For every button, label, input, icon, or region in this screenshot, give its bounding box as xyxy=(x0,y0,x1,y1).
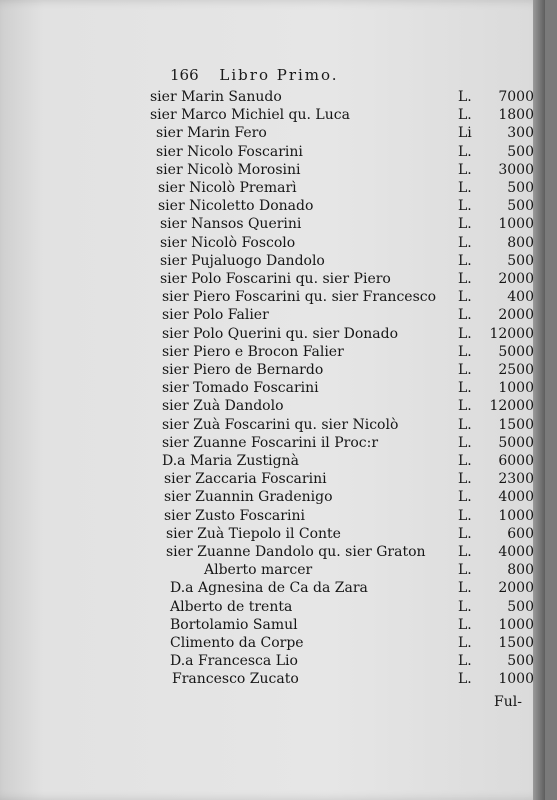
entry-name: sier Piero de Bernardo xyxy=(162,362,324,378)
entry-currency: L. xyxy=(458,161,472,178)
entry-row xyxy=(0,215,545,233)
entry-currency: L. xyxy=(458,453,472,469)
entry-name: sier Nicolo Foscarini xyxy=(156,143,303,160)
entry-currency: L. xyxy=(458,380,472,397)
entry-currency: L. xyxy=(458,653,472,670)
entry-row xyxy=(0,616,545,634)
entry-name: sier Piero Foscarini qu. sier Francesco xyxy=(162,289,437,306)
entry-amount: 12000 xyxy=(489,325,534,342)
entry-currency: L. xyxy=(458,289,472,306)
entry-currency: L. xyxy=(458,343,472,360)
entry-name: Alberto marcer xyxy=(204,562,313,579)
entry-amount: 2000 xyxy=(498,271,534,287)
entry-currency: L. xyxy=(458,471,472,488)
entry-amount: 500 xyxy=(507,598,534,615)
entry-currency: L. xyxy=(458,252,472,269)
entry-name: sier Marco Michiel qu. Luca xyxy=(150,107,350,124)
entry-name: sier Nicolò Premarì xyxy=(158,180,297,196)
entry-amount: 500 xyxy=(507,180,534,196)
entry-name: sier Polo Falier xyxy=(162,307,269,324)
entry-row xyxy=(0,561,545,579)
entry-name: D.a Francesca Lio xyxy=(170,653,298,670)
entry-amount: 800 xyxy=(507,234,534,251)
entry-row xyxy=(0,252,545,270)
entry-currency: L. xyxy=(458,362,472,378)
entry-currency: L. xyxy=(458,198,472,215)
entry-name: Climento da Corpe xyxy=(170,635,304,651)
catchword: Ful- xyxy=(494,694,522,710)
entry-currency: L. xyxy=(458,216,472,233)
entry-amount: 1000 xyxy=(498,616,534,633)
entry-name: sier Zusto Foscarini xyxy=(164,507,305,524)
entry-currency: L. xyxy=(458,635,472,651)
entry-row xyxy=(0,325,545,343)
entry-row xyxy=(0,197,545,215)
entry-currency: L. xyxy=(458,325,472,342)
entry-name: sier Nansos Querini xyxy=(160,216,302,233)
entry-row xyxy=(0,234,545,252)
entry-row xyxy=(0,270,545,288)
entry-name: sier Polo Foscarini qu. sier Piero xyxy=(160,271,391,287)
entry-amount: 500 xyxy=(507,198,534,215)
entry-currency: L. xyxy=(458,434,472,451)
entry-amount: 2000 xyxy=(498,580,534,597)
entry-row xyxy=(0,397,545,415)
entry-amount: 2000 xyxy=(498,307,534,324)
entry-currency: L. xyxy=(458,180,472,196)
entry-row xyxy=(0,88,545,106)
entry-amount: 1000 xyxy=(498,671,534,688)
entry-currency: L. xyxy=(458,89,472,105)
entry-amount: 4000 xyxy=(498,544,534,560)
entry-name: sier Zuanne Dandolo qu. sier Graton xyxy=(166,544,426,560)
entry-amount: 500 xyxy=(507,143,534,160)
entry-currency: L. xyxy=(458,671,472,688)
entry-amount: 400 xyxy=(507,289,534,306)
entry-name: sier Zuanne Foscarini il Proc:r xyxy=(162,434,379,451)
entry-amount: 1500 xyxy=(498,635,534,651)
running-header xyxy=(170,66,430,84)
entry-currency: L. xyxy=(458,271,472,287)
entry-amount: 300 xyxy=(507,125,534,142)
entry-row xyxy=(0,634,545,652)
entry-row xyxy=(0,288,545,306)
entry-name: sier Nicolò Morosini xyxy=(156,161,301,178)
entry-amount: 1000 xyxy=(498,507,534,524)
entry-name: sier Zuannin Gradenigo xyxy=(164,489,333,506)
entry-name: Bortolamio Samul xyxy=(170,616,298,633)
entry-name: D.a Agnesina de Ca da Zara xyxy=(170,580,368,597)
entry-name: sier Marin Sanudo xyxy=(150,89,282,105)
entry-row xyxy=(0,161,545,179)
entry-currency: L. xyxy=(458,580,472,597)
entry-currency: L. xyxy=(458,489,472,506)
entry-row xyxy=(0,598,545,616)
entry-currency: L. xyxy=(458,544,472,560)
entry-amount: 5000 xyxy=(498,434,534,451)
entry-amount: 800 xyxy=(507,562,534,579)
entry-currency: L. xyxy=(458,398,472,415)
entry-amount: 2300 xyxy=(498,471,534,488)
entry-currency: L. xyxy=(458,107,472,124)
entry-amount: 1000 xyxy=(498,380,534,397)
entry-amount: 7000 xyxy=(498,89,534,105)
entry-row xyxy=(0,470,545,488)
page-title: Libro Primo. xyxy=(219,66,339,84)
entry-row xyxy=(0,306,545,324)
entry-currency: L. xyxy=(458,598,472,615)
entry-currency: Li xyxy=(458,125,472,142)
entry-amount: 3000 xyxy=(498,161,534,178)
entry-row xyxy=(0,361,545,379)
entry-amount: 500 xyxy=(507,252,534,269)
entry-currency: L. xyxy=(458,307,472,324)
entry-row xyxy=(0,507,545,525)
entry-row xyxy=(0,579,545,597)
entry-amount: 600 xyxy=(507,525,534,542)
entry-amount: 6000 xyxy=(498,453,534,469)
entry-name: D.a Maria Zustignà xyxy=(162,453,299,469)
entry-row xyxy=(0,434,545,452)
entry-name: sier Zuà Tiepolo il Conte xyxy=(166,525,341,542)
entry-currency: L. xyxy=(458,525,472,542)
entry-currency: L. xyxy=(458,234,472,251)
entry-name: sier Nicoletto Donado xyxy=(158,198,314,215)
entry-name: sier Marin Fero xyxy=(156,125,267,142)
entry-name: sier Polo Querini qu. sier Donado xyxy=(162,325,398,342)
entry-row xyxy=(0,179,545,197)
entry-row xyxy=(0,488,545,506)
entry-amount: 1800 xyxy=(498,107,534,124)
entry-currency: L. xyxy=(458,143,472,160)
entry-row xyxy=(0,525,545,543)
entry-row xyxy=(0,543,545,561)
entry-amount: 1500 xyxy=(498,416,534,433)
entry-amount: 2500 xyxy=(498,362,534,378)
entry-row xyxy=(0,452,545,470)
entry-row xyxy=(0,343,545,361)
entry-amount: 12000 xyxy=(489,398,534,415)
entry-row xyxy=(0,416,545,434)
entry-amount: 5000 xyxy=(498,343,534,360)
entry-name: sier Nicolò Foscolo xyxy=(160,234,296,251)
entry-name: sier Pujaluogo Dandolo xyxy=(160,252,325,269)
page-number: 166 xyxy=(170,66,199,84)
entry-currency: L. xyxy=(458,507,472,524)
entry-row xyxy=(0,106,545,124)
entry-row xyxy=(0,670,545,688)
entry-name: Alberto de trenta xyxy=(170,598,293,615)
entry-name: sier Zaccaria Foscarini xyxy=(164,471,327,488)
entry-name: sier Tomado Foscarini xyxy=(162,380,319,397)
entry-currency: L. xyxy=(458,562,472,579)
entry-name: sier Piero e Brocon Falier xyxy=(162,343,344,360)
entry-amount: 4000 xyxy=(498,489,534,506)
entry-name: sier Zuà Foscarini qu. sier Nicolò xyxy=(162,416,399,433)
entry-currency: L. xyxy=(458,416,472,433)
entry-row xyxy=(0,652,545,670)
entry-row xyxy=(0,124,545,142)
entry-name: Francesco Zucato xyxy=(172,671,299,688)
entry-amount: 500 xyxy=(507,653,534,670)
entry-row xyxy=(0,143,545,161)
entry-row xyxy=(0,379,545,397)
entry-currency: L. xyxy=(458,616,472,633)
entry-name: sier Zuà Dandolo xyxy=(162,398,284,415)
entry-amount: 1000 xyxy=(498,216,534,233)
